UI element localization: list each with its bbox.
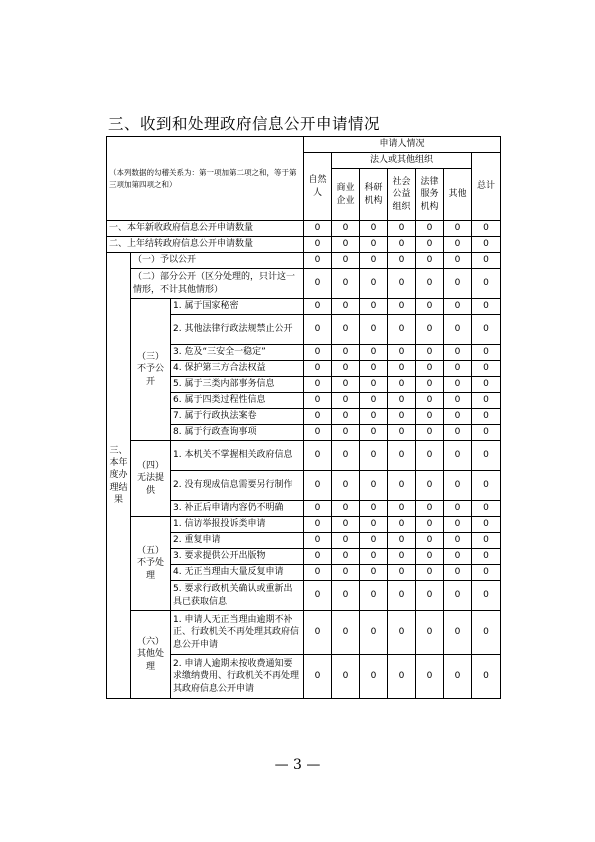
row-label: 二、上年结转政府信息公开申请数量 [107,237,304,253]
value-cell: 0 [472,377,501,393]
table-row [107,611,501,655]
value-cell: 0 [360,655,388,699]
value-cell: 0 [444,253,472,269]
value-cell: 0 [472,253,501,269]
table-row [107,299,501,315]
table-row [107,441,501,471]
value-cell: 0 [304,471,332,501]
value-cell: 0 [388,565,416,581]
value-cell: 0 [360,471,388,501]
value-cell: 0 [332,565,360,581]
value-cell: 0 [332,393,360,409]
value-cell: 0 [472,409,501,425]
section-title: 三、收到和处理政府信息公开申请情况 [108,115,381,133]
value-cell: 0 [416,393,444,409]
value-cell: 0 [444,581,472,611]
value-cell: 0 [360,237,388,253]
value-cell: 0 [472,517,501,533]
value-cell: 0 [332,253,360,269]
value-cell: 0 [332,361,360,377]
value-cell: 0 [304,345,332,361]
item-label: 8. 属于行政查询事项 [171,425,304,441]
value-cell: 0 [416,549,444,565]
value-cell: 0 [444,361,472,377]
value-cell: 0 [472,549,501,565]
value-cell: 0 [304,611,332,655]
value-cell: 0 [332,611,360,655]
table-row [107,253,501,269]
item-label: 2. 没有现成信息需要另行制作 [171,471,304,501]
item-label: 1. 属于国家秘密 [171,299,304,315]
value-cell: 0 [444,269,472,299]
value-cell: 0 [416,471,444,501]
value-cell: 0 [472,471,501,501]
value-cell: 0 [416,409,444,425]
value-cell: 0 [332,409,360,425]
value-cell: 0 [360,221,388,237]
value-cell: 0 [472,441,501,471]
value-cell: 0 [332,581,360,611]
total-header: 总计 [472,153,501,221]
value-cell: 0 [444,565,472,581]
value-cell: 0 [304,549,332,565]
value-cell: 0 [304,655,332,699]
value-cell: 0 [332,533,360,549]
value-cell: 0 [360,377,388,393]
value-cell: 0 [360,361,388,377]
value-cell: 0 [416,565,444,581]
value-cell: 0 [360,393,388,409]
value-cell: 0 [416,517,444,533]
value-cell: 0 [304,269,332,299]
value-cell: 0 [304,221,332,237]
item-label: 4. 无正当理由大量反复申请 [171,565,304,581]
item-label: 3. 要求提供公开出版物 [171,549,304,565]
value-cell: 0 [332,471,360,501]
value-cell: 0 [416,581,444,611]
value-cell: 0 [444,393,472,409]
value-cell: 0 [304,425,332,441]
value-cell: 0 [416,501,444,517]
value-cell: 0 [388,501,416,517]
value-cell: 0 [444,377,472,393]
item-label: 5. 要求行政机关确认或重新出具已获取信息 [171,581,304,611]
value-cell: 0 [472,345,501,361]
value-cell: 0 [444,517,472,533]
value-cell: 0 [304,517,332,533]
item-label: 2. 其他法律行政法规禁止公开 [171,315,304,345]
value-cell: 0 [360,409,388,425]
item-label: 2. 重复申请 [171,533,304,549]
row-label: 一、本年新收政府信息公开申请数量 [107,221,304,237]
value-cell: 0 [388,345,416,361]
value-cell: 0 [388,471,416,501]
value-cell: 0 [472,361,501,377]
value-cell: 0 [472,501,501,517]
value-cell: 0 [360,425,388,441]
value-cell: 0 [472,565,501,581]
value-cell: 0 [360,581,388,611]
value-cell: 0 [360,269,388,299]
item-label: 1. 本机关不掌握相关政府信息 [171,441,304,471]
value-cell: 0 [388,441,416,471]
info-request-table [106,136,501,699]
value-cell: 0 [388,315,416,345]
value-cell: 0 [360,533,388,549]
value-cell: 0 [304,253,332,269]
value-cell: 0 [360,441,388,471]
value-cell: 0 [388,581,416,611]
item-label: 1. 申请人无正当理由逾期不补正、行政机关不再处理其政府信息公开申请 [171,611,304,655]
value-cell: 0 [472,269,501,299]
page-number: — 3 — [274,757,321,773]
value-cell: 0 [388,425,416,441]
value-cell: 0 [388,299,416,315]
value-cell: 0 [388,393,416,409]
value-cell: 0 [332,345,360,361]
value-cell: 0 [416,611,444,655]
value-cell: 0 [416,361,444,377]
value-cell: 0 [388,237,416,253]
value-cell: 0 [472,237,501,253]
value-cell: 0 [472,315,501,345]
item-label: 7. 属于行政执法案卷 [171,409,304,425]
value-cell: 0 [416,253,444,269]
item-label: 3. 危及“三安全一稳定” [171,345,304,361]
table-row [107,221,501,237]
value-cell: 0 [388,409,416,425]
value-cell: 0 [416,237,444,253]
legal-entity-header: 法人或其他组织 [332,153,472,169]
value-cell: 0 [304,501,332,517]
table-row [107,269,501,299]
value-cell: 0 [304,377,332,393]
note-cell: （本列数据的勾稽关系为：第一项加第二项之和，等于第三项加第四项之和） [107,137,304,221]
item-label: 1. 信访举报投诉类申请 [171,517,304,533]
value-cell: 0 [444,471,472,501]
social-org-header: 社会公益组织 [388,169,416,221]
value-cell: 0 [416,425,444,441]
value-cell: 0 [388,377,416,393]
value-cell: 0 [360,565,388,581]
value-cell: 0 [472,299,501,315]
value-cell: 0 [304,441,332,471]
value-cell: 0 [304,315,332,345]
value-cell: 0 [444,655,472,699]
value-cell: 0 [332,377,360,393]
value-cell: 0 [444,409,472,425]
value-cell: 0 [332,655,360,699]
value-cell: 0 [304,393,332,409]
value-cell: 0 [472,611,501,655]
value-cell: 0 [472,655,501,699]
value-cell: 0 [388,221,416,237]
value-cell: 0 [416,533,444,549]
natural-person-header: 自然人 [304,153,332,221]
value-cell: 0 [360,611,388,655]
research-header: 科研机构 [360,169,388,221]
value-cell: 0 [444,345,472,361]
item-label: 5. 属于三类内部事务信息 [171,377,304,393]
item-label: 4. 保护第三方合法权益 [171,361,304,377]
value-cell: 0 [360,299,388,315]
value-cell: 0 [444,299,472,315]
value-cell: 0 [444,221,472,237]
value-cell: 0 [304,581,332,611]
value-cell: 0 [304,299,332,315]
value-cell: 0 [472,393,501,409]
value-cell: 0 [360,517,388,533]
value-cell: 0 [388,269,416,299]
value-cell: 0 [416,221,444,237]
value-cell: 0 [444,425,472,441]
value-cell: 0 [444,315,472,345]
value-cell: 0 [360,345,388,361]
value-cell: 0 [332,269,360,299]
value-cell: 0 [332,501,360,517]
value-cell: 0 [388,361,416,377]
value-cell: 0 [332,315,360,345]
section-label: 三、本年度办理结果 [107,253,131,699]
value-cell: 0 [332,221,360,237]
value-cell: 0 [388,655,416,699]
value-cell: 0 [304,565,332,581]
value-cell: 0 [444,441,472,471]
applicant-header: 申请人情况 [304,137,501,153]
value-cell: 0 [360,549,388,565]
value-cell: 0 [416,315,444,345]
group-label: （五）不予处理 [131,517,171,611]
group-label: （三）不予公开 [131,299,171,441]
value-cell: 0 [444,533,472,549]
value-cell: 0 [416,441,444,471]
value-cell: 0 [472,425,501,441]
value-cell: 0 [416,345,444,361]
value-cell: 0 [444,549,472,565]
value-cell: 0 [388,253,416,269]
value-cell: 0 [332,549,360,565]
value-cell: 0 [472,581,501,611]
item-label: 3. 补正后申请内容仍不明确 [171,501,304,517]
value-cell: 0 [416,377,444,393]
table-row [107,237,501,253]
value-cell: 0 [388,517,416,533]
value-cell: 0 [304,237,332,253]
value-cell: 0 [472,221,501,237]
value-cell: 0 [332,425,360,441]
value-cell: 0 [360,315,388,345]
value-cell: 0 [304,533,332,549]
value-cell: 0 [416,269,444,299]
value-cell: 0 [388,533,416,549]
value-cell: 0 [304,409,332,425]
value-cell: 0 [444,501,472,517]
value-cell: 0 [388,549,416,565]
value-cell: 0 [472,533,501,549]
value-cell: 0 [360,501,388,517]
item-label: 6. 属于四类过程性信息 [171,393,304,409]
value-cell: 0 [332,441,360,471]
value-cell: 0 [332,237,360,253]
business-header: 商业企业 [332,169,360,221]
value-cell: 0 [360,253,388,269]
value-cell: 0 [444,237,472,253]
value-cell: 0 [416,655,444,699]
item-label: 2. 申请人逾期未按收费通知要求缴纳费用、行政机关不再处理其政府信息公开申请 [171,655,304,699]
other-header: 其他 [444,169,472,221]
group-label: （一）予以公开 [131,253,304,269]
value-cell: 0 [332,299,360,315]
value-cell: 0 [332,517,360,533]
table-row [107,517,501,533]
group-label: （四）无法提供 [131,441,171,517]
value-cell: 0 [444,611,472,655]
group-label: （二）部分公开（区分处理的，只计这一情形，不计其他情形） [131,269,304,299]
value-cell: 0 [388,611,416,655]
group-label: （六）其他处理 [131,611,171,699]
legal-service-header: 法律服务机构 [416,169,444,221]
value-cell: 0 [304,361,332,377]
value-cell: 0 [416,299,444,315]
